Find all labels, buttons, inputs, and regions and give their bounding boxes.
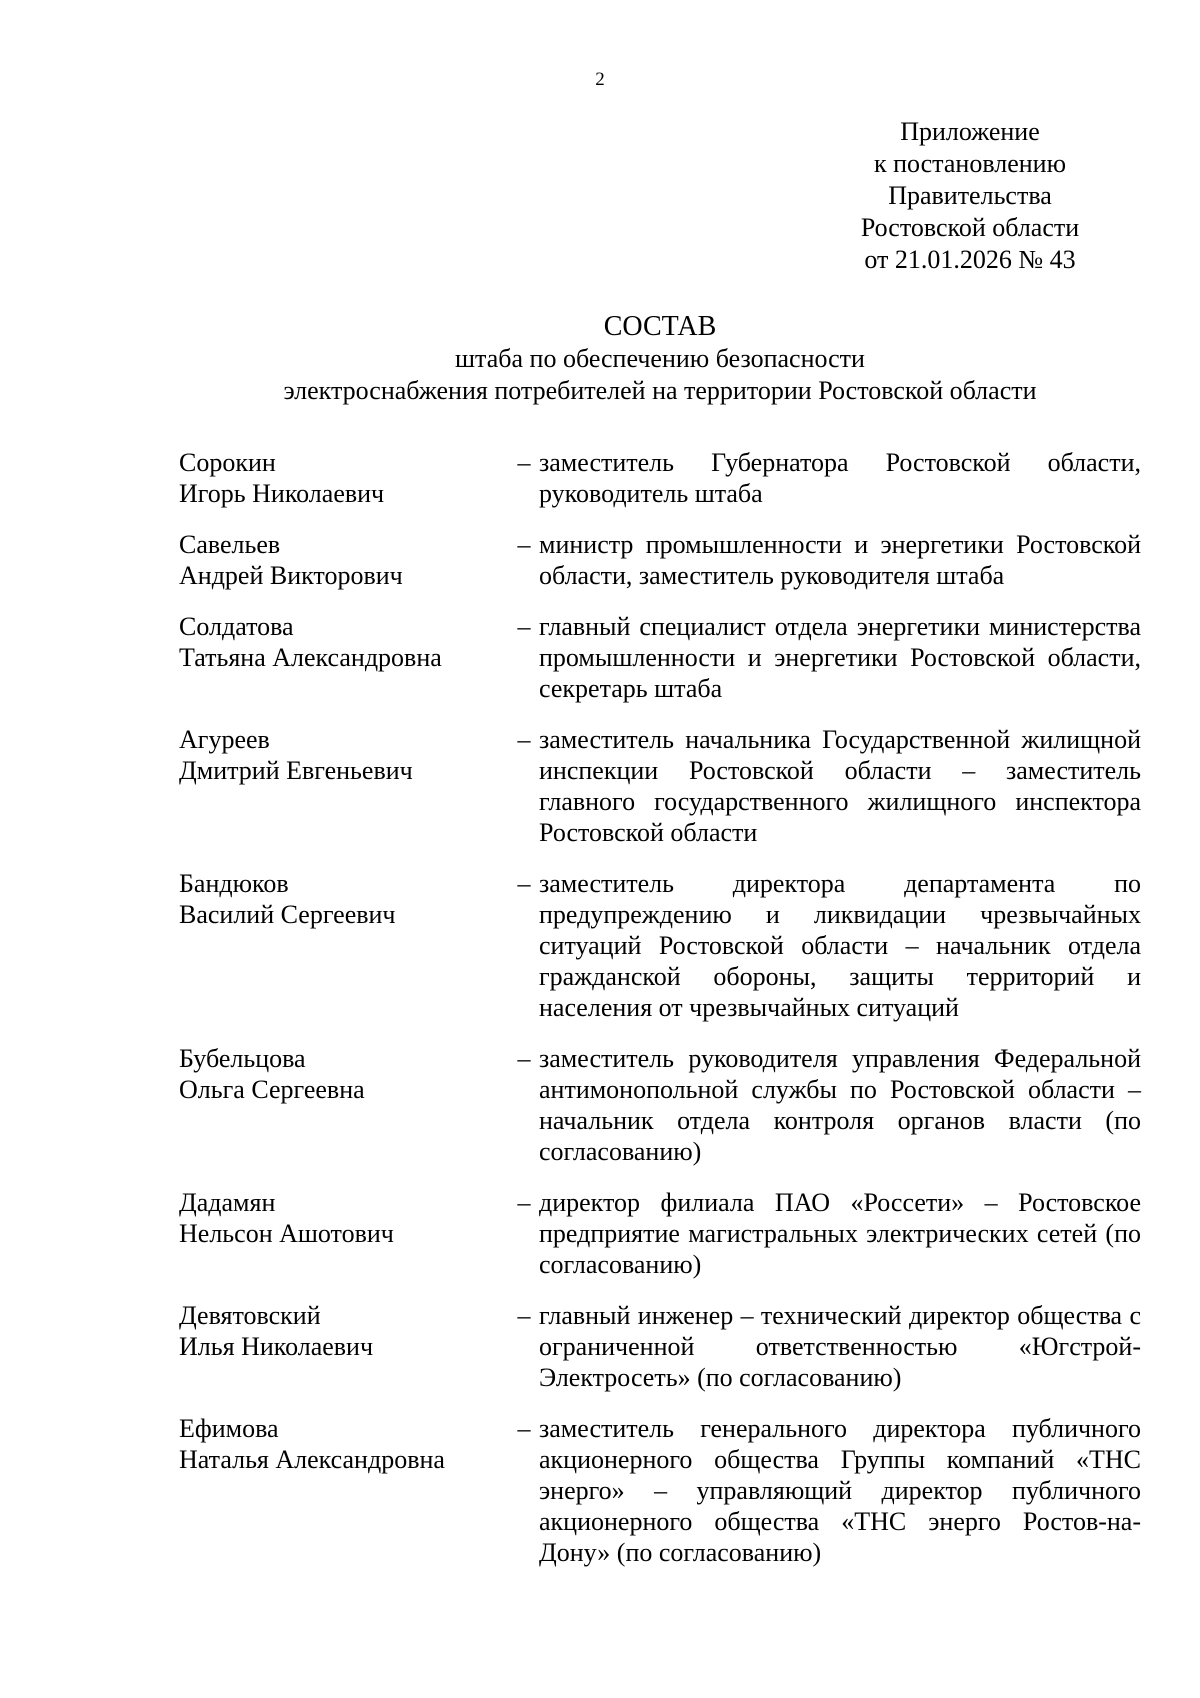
separator-dash: –: [517, 612, 531, 641]
member-name: [179, 724, 509, 848]
separator-dash: –: [517, 530, 531, 559]
member-role: заместитель Губернатора Ростовской области, руководитель штаба: [539, 448, 1141, 508]
separator-dash: –: [517, 1301, 531, 1330]
member-role: директор филиала ПАО «Россети» – Ростовское предприятие магистральных электрических сетей (по согласованию): [539, 1188, 1141, 1279]
appendix-line: Правительства: [888, 181, 1052, 210]
appendix-line: к постановлению: [873, 149, 1067, 178]
member-name: [179, 611, 509, 704]
member-entry: [179, 1187, 1141, 1280]
member-name: [179, 1300, 509, 1393]
separator-dash: –: [517, 1414, 531, 1443]
appendix-line: Приложение: [900, 117, 1040, 146]
member-entry: [179, 724, 1141, 848]
member-given-names: Василий Сергеевич: [179, 900, 396, 929]
member-entry: [179, 611, 1141, 704]
member-surname: Сорокин: [179, 448, 276, 477]
separator-dash: –: [517, 725, 531, 754]
separator-dash: –: [517, 1188, 531, 1217]
member-surname: Дадамян: [179, 1188, 276, 1217]
document-title-block: [0, 311, 1200, 407]
member-entry: [179, 529, 1141, 591]
member-given-names: Игорь Николаевич: [179, 479, 385, 508]
document-subtitle-line: штаба по обеспечению безопасности: [455, 344, 865, 373]
separator-dash: –: [517, 1044, 531, 1073]
member-surname: Агуреев: [179, 725, 270, 754]
member-roster: [179, 447, 1141, 1588]
document-subtitle-line: электроснабжения потребителей на территории Ростовской области: [283, 376, 1037, 405]
document-title: СОСТАВ: [603, 311, 717, 342]
member-surname: Савельев: [179, 530, 281, 559]
member-role: министр промышленности и энергетики Ростовской области, заместитель руководителя штаба: [539, 530, 1141, 590]
member-surname: Бандюков: [179, 869, 289, 898]
member-role: заместитель руководителя управления Федеральной антимонопольной службы по Ростовской области – начальник отдела контроля органов власти (по согласованию): [539, 1044, 1141, 1166]
appendix-block: [830, 116, 1110, 276]
member-role: заместитель начальника Государственной жилищной инспекции Ростовской области – заместитель главного государственного жилищного инспектора Ростовской области: [539, 725, 1141, 847]
member-surname: Девятовский: [179, 1301, 321, 1330]
member-name: [179, 529, 509, 591]
member-entry: [179, 1413, 1141, 1568]
member-given-names: Наталья Александровна: [179, 1445, 445, 1474]
separator-dash: –: [517, 869, 531, 898]
member-role: главный специалист отдела энергетики министерства промышленности и энергетики Ростовской области, секретарь штаба: [539, 612, 1141, 703]
member-surname: Ефимова: [179, 1414, 279, 1443]
member-entry: [179, 868, 1141, 1023]
appendix-line: Ростовской области: [860, 213, 1080, 242]
member-given-names: Татьяна Александровна: [179, 643, 442, 672]
member-name: [179, 1413, 509, 1568]
member-given-names: Дмитрий Евгеньевич: [179, 756, 413, 785]
member-surname: Бубельцова: [179, 1044, 306, 1073]
page-number: 2: [595, 69, 605, 90]
member-given-names: Илья Николаевич: [179, 1332, 374, 1361]
member-given-names: Ольга Сергеевна: [179, 1075, 365, 1104]
member-entry: [179, 447, 1141, 509]
member-role: главный инженер – технический директор общества с ограниченной ответственностью «Югстрой-Электросеть» (по согласованию): [539, 1301, 1141, 1392]
member-name: [179, 868, 509, 1023]
appendix-line: от 21.01.2026 № 43: [864, 245, 1076, 274]
member-entry: [179, 1043, 1141, 1167]
member-name: [179, 1187, 509, 1280]
member-role: заместитель генерального директора публичного акционерного общества Группы компаний «ТНС энерго» – управляющий директор публичного акционерного общества «ТНС энерго Ростов-на-Дону» (по согласованию): [539, 1414, 1141, 1567]
member-surname: Солдатова: [179, 612, 294, 641]
member-name: [179, 447, 509, 509]
member-given-names: Андрей Викторович: [179, 561, 403, 590]
member-given-names: Нельсон Ашотович: [179, 1219, 394, 1248]
separator-dash: –: [517, 448, 531, 477]
member-entry: [179, 1300, 1141, 1393]
member-role: заместитель директора департамента по предупреждению и ликвидации чрезвычайных ситуаций Ростовской области – начальник отдела гражданской обороны, защиты территорий и населения от чрезвычайных ситуаций: [539, 869, 1141, 1022]
member-name: [179, 1043, 509, 1167]
